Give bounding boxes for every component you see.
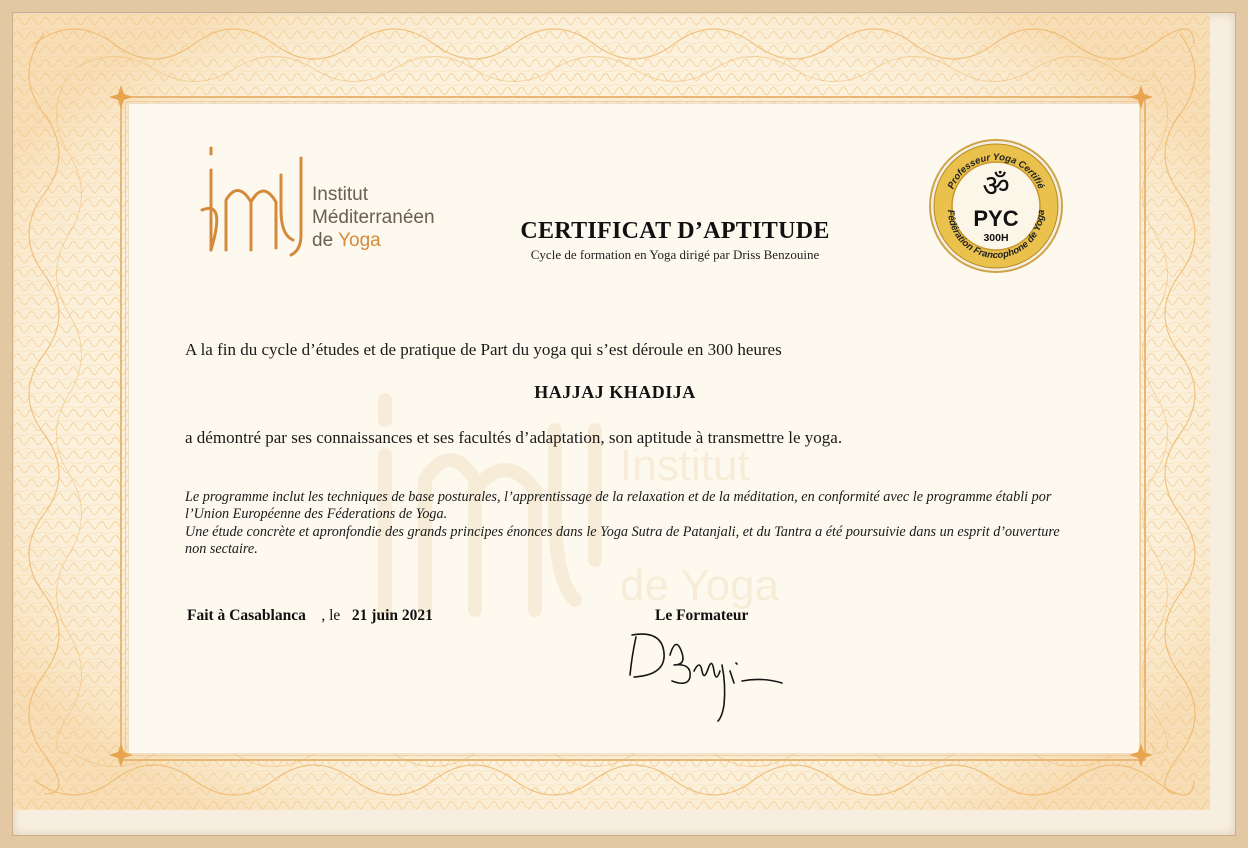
program-paragraph-1: Le programme inclut les techniques de base posturales, l’apprentissage de la relaxation et de la méditation, en conformité avec le programme établi por l’Union Européenne des Féderations de Yoga. (185, 489, 1052, 523)
signature (622, 625, 792, 725)
institute-name-yoga: Yoga (338, 230, 381, 251)
statement-text: a démontré par ses connaissances et ses facultés d’adaptation, son aptitude à transmettre le yoga. (185, 428, 843, 447)
institute-name-line3 (312, 229, 435, 252)
certificate-title: CERTIFICAT D’APTITUDE (520, 218, 830, 244)
watermark-line1: Institut (620, 441, 750, 490)
recipient-name: HAJJAJ KHADIJA (534, 382, 696, 402)
seal-top-text: Professeur Yoga Certifié (945, 151, 1047, 191)
corner-ornament-icon (1128, 84, 1154, 110)
institute-name-line1: Institut (312, 184, 368, 205)
formateur-label: Le Formateur (655, 607, 749, 624)
fait-label: Fait à (187, 607, 226, 624)
issue-date: 21 juin 2021 (351, 607, 433, 624)
seal-bottom-text: Fédération Francophone de Yoga (944, 209, 1048, 262)
city: Casablanca (229, 607, 306, 624)
institute-name-line2: Méditerranéen (312, 207, 435, 228)
place-date-line (187, 607, 433, 625)
corner-ornament-icon (108, 742, 134, 768)
le-label: , le (321, 607, 341, 624)
corner-ornament-icon (108, 84, 134, 110)
certificate-subtitle: Cycle de formation en Yoga dirigé par Driss Benzouine (530, 247, 820, 262)
institute-name (312, 183, 435, 252)
watermark-line2: de Yoga (620, 561, 780, 610)
program-description (185, 489, 1075, 559)
institute-name-de: de (312, 230, 339, 251)
certification-seal (928, 138, 1064, 274)
program-paragraph-2: Une étude concrète et apronfondie des grands principes énonces dans le Yoga Sutra de Patanjali, et du Tantra a été poursuivie dans un esprit d’ouverture non sectaire. (185, 523, 1060, 558)
om-symbol-icon: ॐ (982, 169, 1010, 204)
seal-code: PYC (973, 206, 1019, 231)
seal-hours: 300H (983, 232, 1009, 244)
intro-text: A la fin du cycle d’études et de pratique de Part du yoga qui s’est déroule en 300 heures (185, 340, 782, 359)
corner-ornament-icon (1128, 742, 1154, 768)
